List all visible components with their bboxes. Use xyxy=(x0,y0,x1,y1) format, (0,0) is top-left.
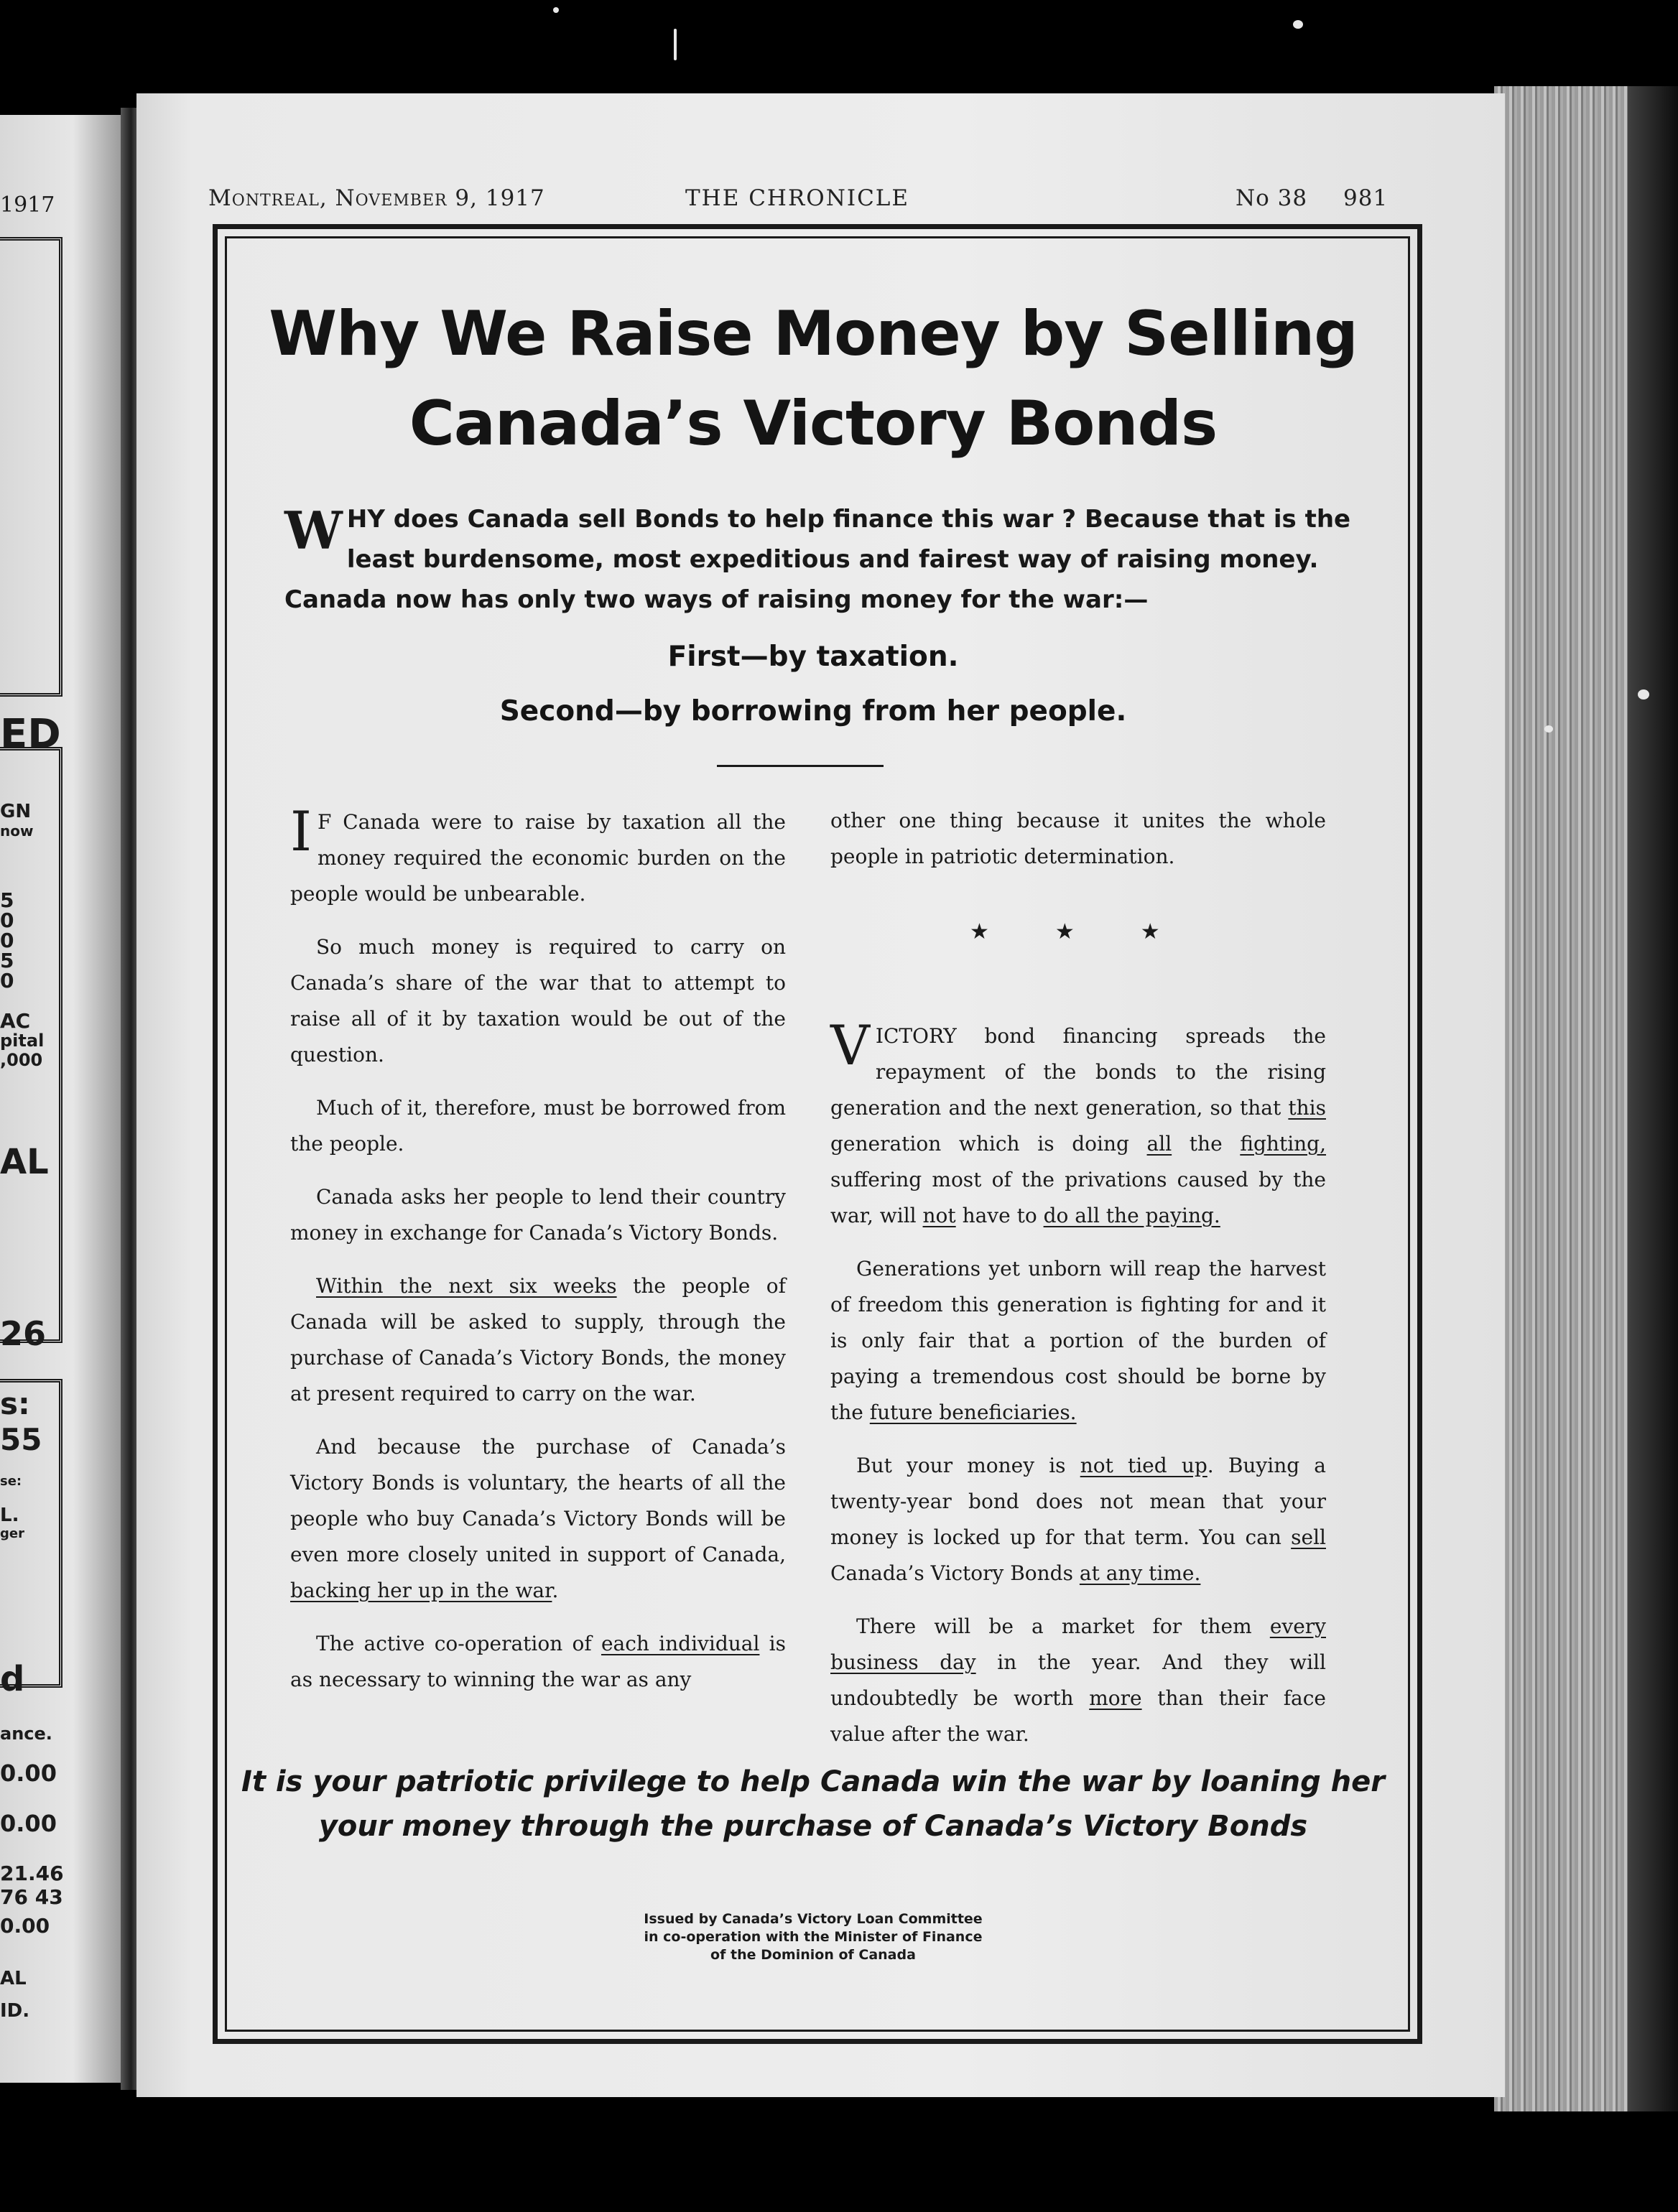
underlined-phrase: not tied up xyxy=(1080,1454,1207,1477)
previous-page-strip xyxy=(0,115,122,2083)
left-fragment: AL xyxy=(0,1142,49,1182)
issuer-line-1: Issued by Canada’s Victory Loan Committee xyxy=(644,1911,983,1927)
left-fragment: 26 xyxy=(0,1314,47,1353)
left-paragraph-5 xyxy=(290,1268,786,1412)
right-p3-text-a: But your money is xyxy=(856,1454,1080,1477)
left-paragraph-2: So much money is required to carry on Canada’s share of the war that to attempt to raise all of it by taxation would be out of the question. xyxy=(290,935,786,1066)
right-p4-text-a: There will be a market for them xyxy=(856,1614,1270,1638)
left-fragment: 0 xyxy=(0,908,14,932)
left-paragraph-3: Much of it, therefore, must be borrowed from the people. xyxy=(290,1096,786,1156)
left-fragment: now xyxy=(0,822,34,840)
left-fragment: ,000 xyxy=(0,1050,43,1070)
right-p1-text-e: have to xyxy=(955,1204,1044,1227)
left-fragment: 55 xyxy=(0,1422,42,1457)
right-p1-text-a: ICTORY bond financing spreads the repayment of the bonds to the rising generation and the next generation, so that xyxy=(830,1024,1326,1120)
film-speck xyxy=(1638,689,1649,700)
underlined-phrase: at any time. xyxy=(1079,1561,1201,1585)
underlined-phrase: this xyxy=(1288,1096,1326,1120)
intro-drop-cap: W xyxy=(284,500,343,561)
left-paragraph-4: Canada asks her people to lend their country money in exchange for Canada’s Victory Bonds. xyxy=(290,1185,786,1245)
right-p1-text-b: generation which is doing xyxy=(830,1132,1147,1156)
underlined-phrase: every business day xyxy=(830,1614,1326,1674)
left-fragment: AC xyxy=(0,1009,31,1033)
left-fragment: 21.46 xyxy=(0,1862,64,1885)
left-fragment: L. xyxy=(0,1505,19,1526)
right-p1-text-d: suffering most of the privations caused by the war, will xyxy=(830,1168,1326,1227)
underlined-phrase: do all the paying. xyxy=(1043,1204,1220,1227)
left-fragment: pital xyxy=(0,1031,45,1051)
left-fragment: ID. xyxy=(0,2000,30,2022)
left-column xyxy=(290,799,787,1715)
left-fragment: 0 xyxy=(0,969,14,993)
underlined-phrase: not xyxy=(922,1204,956,1227)
left-fragment: 0.00 xyxy=(0,1914,50,1938)
left-box-1 xyxy=(0,237,62,697)
left-paragraph-6 xyxy=(290,1429,786,1609)
right-p3-text-c: Canada’s Victory Bonds xyxy=(830,1561,1080,1585)
left-fragment: 5 xyxy=(0,888,14,912)
left-fragment: s: xyxy=(0,1386,30,1421)
left-p1-text: F Canada were to raise by taxation all the money required the economic burden on the people would be unbearable. xyxy=(290,810,786,906)
left-fragment: 5 xyxy=(0,949,14,972)
underlined-phrase: sell xyxy=(1291,1525,1326,1549)
film-speck xyxy=(553,7,559,13)
star-ornament: ★★★ xyxy=(970,919,1226,944)
right-column xyxy=(830,803,1326,1770)
page-stack-edges xyxy=(1494,86,1678,2111)
method-taxation: First—by taxation. xyxy=(667,641,959,673)
film-speck xyxy=(1293,20,1303,29)
left-p7-text-a: The active co-operation of xyxy=(316,1632,601,1655)
left-page-year: 1917 xyxy=(0,192,55,218)
left-fragment: ger xyxy=(0,1526,24,1541)
film-speck xyxy=(674,29,677,60)
header-issue-number: No 38 xyxy=(1236,185,1308,211)
left-fragment: 76 43 xyxy=(0,1885,63,1909)
header-page-number: 981 xyxy=(1343,185,1389,211)
intro-text: HY does Canada sell Bonds to help finance this war ? Because that is the least burdensome, most expeditious and fairest way of raising money. Canada now has only two ways of raising money for the war:— xyxy=(284,505,1351,614)
intro-paragraph xyxy=(284,499,1362,620)
underlined-phrase: more xyxy=(1089,1686,1142,1710)
left-fragment: 0 xyxy=(0,929,14,952)
left-fragment: 0.00 xyxy=(0,1760,57,1787)
newspaper-page xyxy=(136,93,1505,2097)
left-p6-text-a: And because the purchase of Canada’s Victory Bonds is voluntary, the hearts of all the people who buy Canada’s Victory Bonds will be even more closely united in support of Canada, xyxy=(290,1435,786,1566)
closing-slogan xyxy=(136,1760,1490,1849)
right-p4-text-b: in the year. And they will undoubtedly be worth xyxy=(830,1650,1326,1710)
right-p4-text-c: than their face value after the war. xyxy=(830,1686,1327,1746)
right-p1-text-c: the xyxy=(1172,1132,1241,1156)
left-fragment: AL xyxy=(0,1968,27,1989)
underlined-phrase: all xyxy=(1146,1132,1172,1156)
underlined-phrase: fighting, xyxy=(1240,1132,1327,1156)
section-divider xyxy=(717,765,884,767)
left-fragment: ED xyxy=(0,711,61,758)
issuer-line-2: in co-operation with the Minister of Finance xyxy=(644,1929,983,1945)
left-fragment: 0.00 xyxy=(0,1810,57,1837)
right-paragraph-2 xyxy=(830,1251,1326,1431)
left-p5-text: the people of Canada will be asked to supply, through the purchase of Canada’s Victory Bonds, the money at present required to carry on the war. xyxy=(290,1274,787,1405)
left-p7-text-b: is as necessary to winning the war as any xyxy=(290,1632,787,1691)
underlined-phrase: Within the next six weeks xyxy=(316,1274,617,1298)
headline-line-1: Why We Raise Money by Selling xyxy=(269,298,1358,370)
method-borrowing: Second—by borrowing from her people. xyxy=(499,695,1127,728)
headline-line-2: Canada’s Victory Bonds xyxy=(409,388,1218,460)
left-fragment: GN xyxy=(0,801,32,822)
right-paragraph-3 xyxy=(830,1448,1326,1591)
underlined-phrase: future beneficiaries. xyxy=(869,1400,1077,1424)
stars-spacer xyxy=(830,875,1326,1018)
left-paragraph-1 xyxy=(290,799,786,912)
underlined-phrase: backing her up in the war xyxy=(290,1579,552,1602)
left-fragment: se: xyxy=(0,1474,22,1489)
left-p6-text-b: . xyxy=(552,1579,559,1602)
slogan-line-2: your money through the purchase of Canada’s Victory Bonds xyxy=(318,1810,1308,1843)
right-paragraph-4 xyxy=(830,1609,1326,1752)
header-publication-title: THE CHRONICLE xyxy=(685,185,910,211)
left-paragraph-7 xyxy=(290,1626,786,1698)
issuer-line-3: of the Dominion of Canada xyxy=(710,1947,916,1963)
film-speck xyxy=(1544,725,1553,733)
right-drop-cap: V xyxy=(830,1013,870,1077)
underlined-phrase: each individual xyxy=(601,1632,760,1655)
right-paragraph-continued: other one thing because it unites the whole people in patriotic determination. xyxy=(830,809,1326,868)
slogan-line-1: It is your patriotic privilege to help Canada win the war by loaning her xyxy=(241,1765,1386,1798)
right-p3-text-b: . Buying a twenty-year bond does not mean that your money is locked up for that term. You can xyxy=(830,1454,1326,1549)
right-p2-text: Generations yet unborn will reap the harvest of freedom this generation is fighting for and it is only fair that a portion of the burden of paying a tremendous cost should be borne by the xyxy=(830,1257,1326,1424)
issuer-credit xyxy=(136,1910,1490,1964)
left-fragment: d xyxy=(0,1659,25,1699)
header-date: Montreal, November 9, 1917 xyxy=(208,185,545,211)
left-drop-cap: I xyxy=(290,799,312,863)
left-fragment: ance. xyxy=(0,1724,52,1744)
right-paragraph-1 xyxy=(830,1013,1327,1234)
